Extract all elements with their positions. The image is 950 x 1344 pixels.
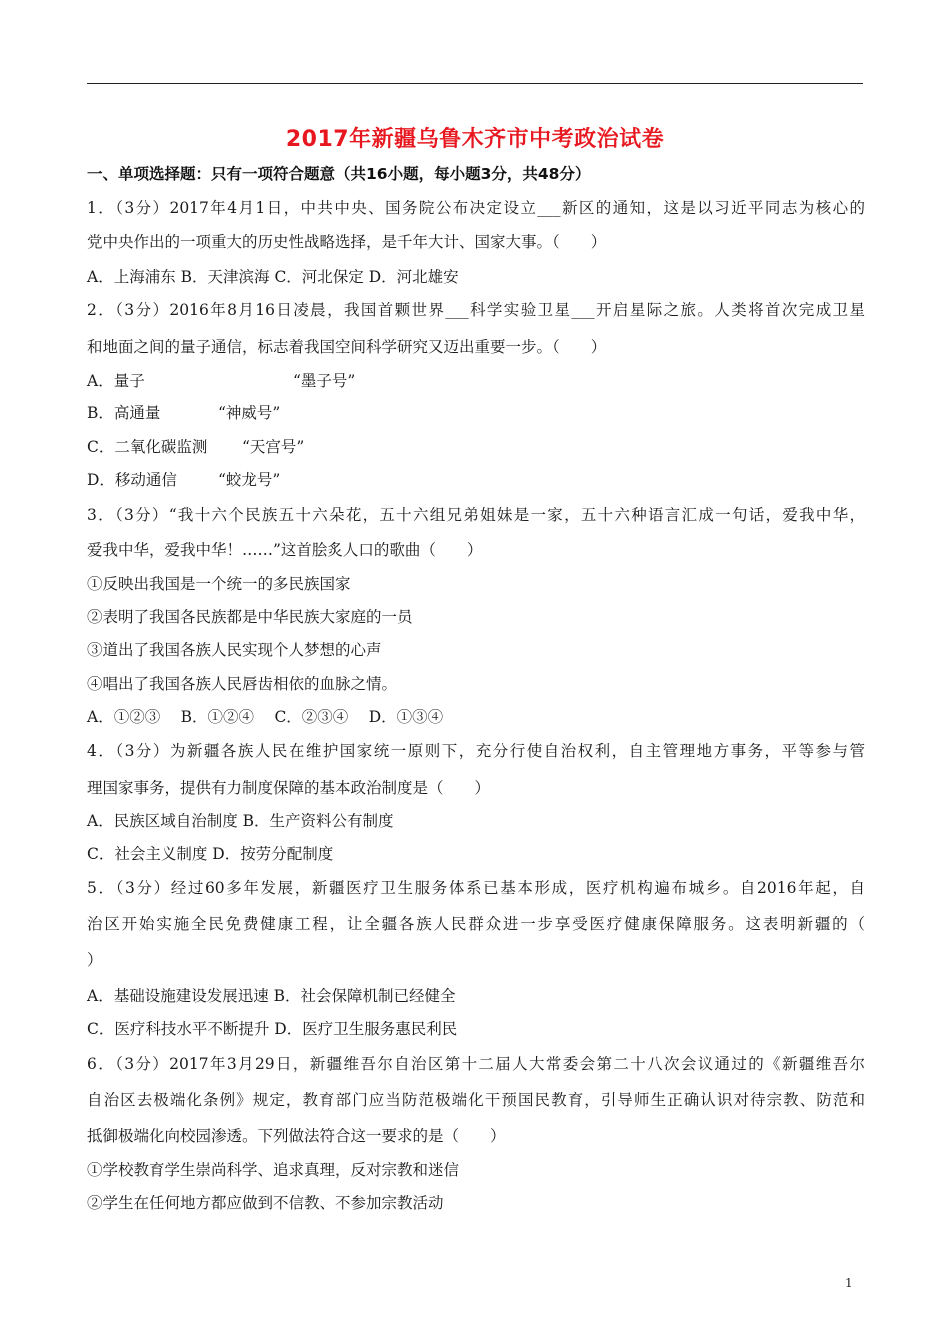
q6-stem-line-3: 抵御极端化向校园渗透。下列做法符合这一要求的是（ ） (87, 1127, 506, 1145)
q2-option-d-label: D．移动通信 (87, 471, 177, 489)
q4-options-2: C．社会主义制度 D．按劳分配制度 (87, 845, 334, 863)
q6-stem-line-2: 自治区去极端化条例》规定，教育部门应当防范极端化干预国民教育，引导师生正确认识对待宗教、防范和 (87, 1091, 865, 1109)
q3-stem-line-2: 爱我中华，爱我中华！……”这首脍炙人口的歌曲（ ） (87, 541, 483, 559)
q5-options-2: C．医疗科技水平不断提升 D．医疗卫生服务惠民利民 (87, 1020, 458, 1038)
q6-statement-2: ②学生在任何地方都应做到不信教、不参加宗教活动 (87, 1194, 444, 1212)
q4-stem-line-1: 4．（3分）为新疆各族人民在维护国家统一原则下，充分行使自治权利，自主管理地方事务，平等参与管 (87, 742, 865, 760)
section-heading: 一、单项选择题：只有一项符合题意（共16小题，每小题3分，共48分） (87, 165, 591, 183)
q2-option-a-name: “墨子号” (293, 372, 356, 390)
q2-stem-line-2: 和地面之间的量子通信，标志着我国空间科学研究又迈出重要一步。（ ） (87, 338, 607, 356)
q2-stem-line-1: 2．（3分）2016年8月16日凌晨，我国首颗世界___科学实验卫星___开启星际之旅。人类将首次完成卫星 (87, 301, 865, 319)
page-number: 1 (845, 1276, 853, 1290)
q5-stem-line-3: ） (87, 951, 103, 969)
q6-statement-1: ①学校教育学生崇尚科学、追求真理，反对宗教和迷信 (87, 1161, 460, 1179)
q5-stem-line-1: 5．（3分）经过60多年发展，新疆医疗卫生服务体系已基本形成，医疗机构遍布城乡。自2016年起，自 (87, 879, 865, 897)
q2-option-d (87, 470, 281, 490)
q3-stem-line-1: 3．（3分）“我十六个民族五十六朵花，五十六组兄弟姐妹是一家，五十六种语言汇成一句话，爱我中华， (87, 506, 865, 524)
q2-option-c-label: C．二氧化碳监测 (87, 438, 208, 456)
q3-options: A．①②③ B．①②④ C．②③④ D．①③④ (87, 708, 444, 726)
q2-option-a (87, 371, 356, 391)
q5-options-1: A．基础设施建设发展迅速 B．社会保障机制已经健全 (87, 987, 456, 1005)
q2-option-b (87, 403, 281, 423)
q3-statement-4: ④唱出了我国各族人民唇齿相依的血脉之情。 (87, 675, 398, 693)
q1-stem-line-2: 党中央作出的一项重大的历史性战略选择，是千年大计、国家大事。（ ） (87, 233, 607, 251)
q4-stem-line-2: 理国家事务，提供有力制度保障的基本政治制度是（ ） (87, 779, 491, 797)
q2-option-d-name: “蛟龙号” (218, 471, 281, 489)
q1-options: A．上海浦东 B．天津滨海 C．河北保定 D．河北雄安 (87, 268, 459, 286)
q2-option-c (87, 437, 305, 457)
q3-statement-2: ②表明了我国各民族都是中华民族大家庭的一员 (87, 608, 413, 626)
q5-stem-line-2: 治区开始实施全民免费健康工程，让全疆各族人民群众进一步享受医疗健康保障服务。这表明新疆的（ (87, 915, 865, 933)
header-rule (87, 83, 863, 84)
q2-option-b-name: “神威号” (218, 404, 281, 422)
q2-option-b-label: B．高通量 (87, 404, 161, 422)
q1-stem-line-1: 1．（3分）2017年4月1日，中共中央、国务院公布决定设立___新区的通知，这是以习近平同志为核心的 (87, 199, 865, 217)
q6-stem-line-1: 6．（3分）2017年3月29日，新疆维吾尔自治区第十二届人大常委会第二十八次会议通过的《新疆维吾尔 (87, 1055, 865, 1073)
q3-statement-1: ①反映出我国是一个统一的多民族国家 (87, 575, 351, 593)
q2-option-a-label: A．量子 (87, 372, 145, 390)
q2-option-c-name: “天宫号” (242, 438, 305, 456)
page-title: 2017年新疆乌鲁木齐市中考政治试卷 (285, 127, 665, 152)
q4-options-1: A．民族区域自治制度 B．生产资料公有制度 (87, 812, 394, 830)
q3-statement-3: ③道出了我国各族人民实现个人梦想的心声 (87, 641, 382, 659)
